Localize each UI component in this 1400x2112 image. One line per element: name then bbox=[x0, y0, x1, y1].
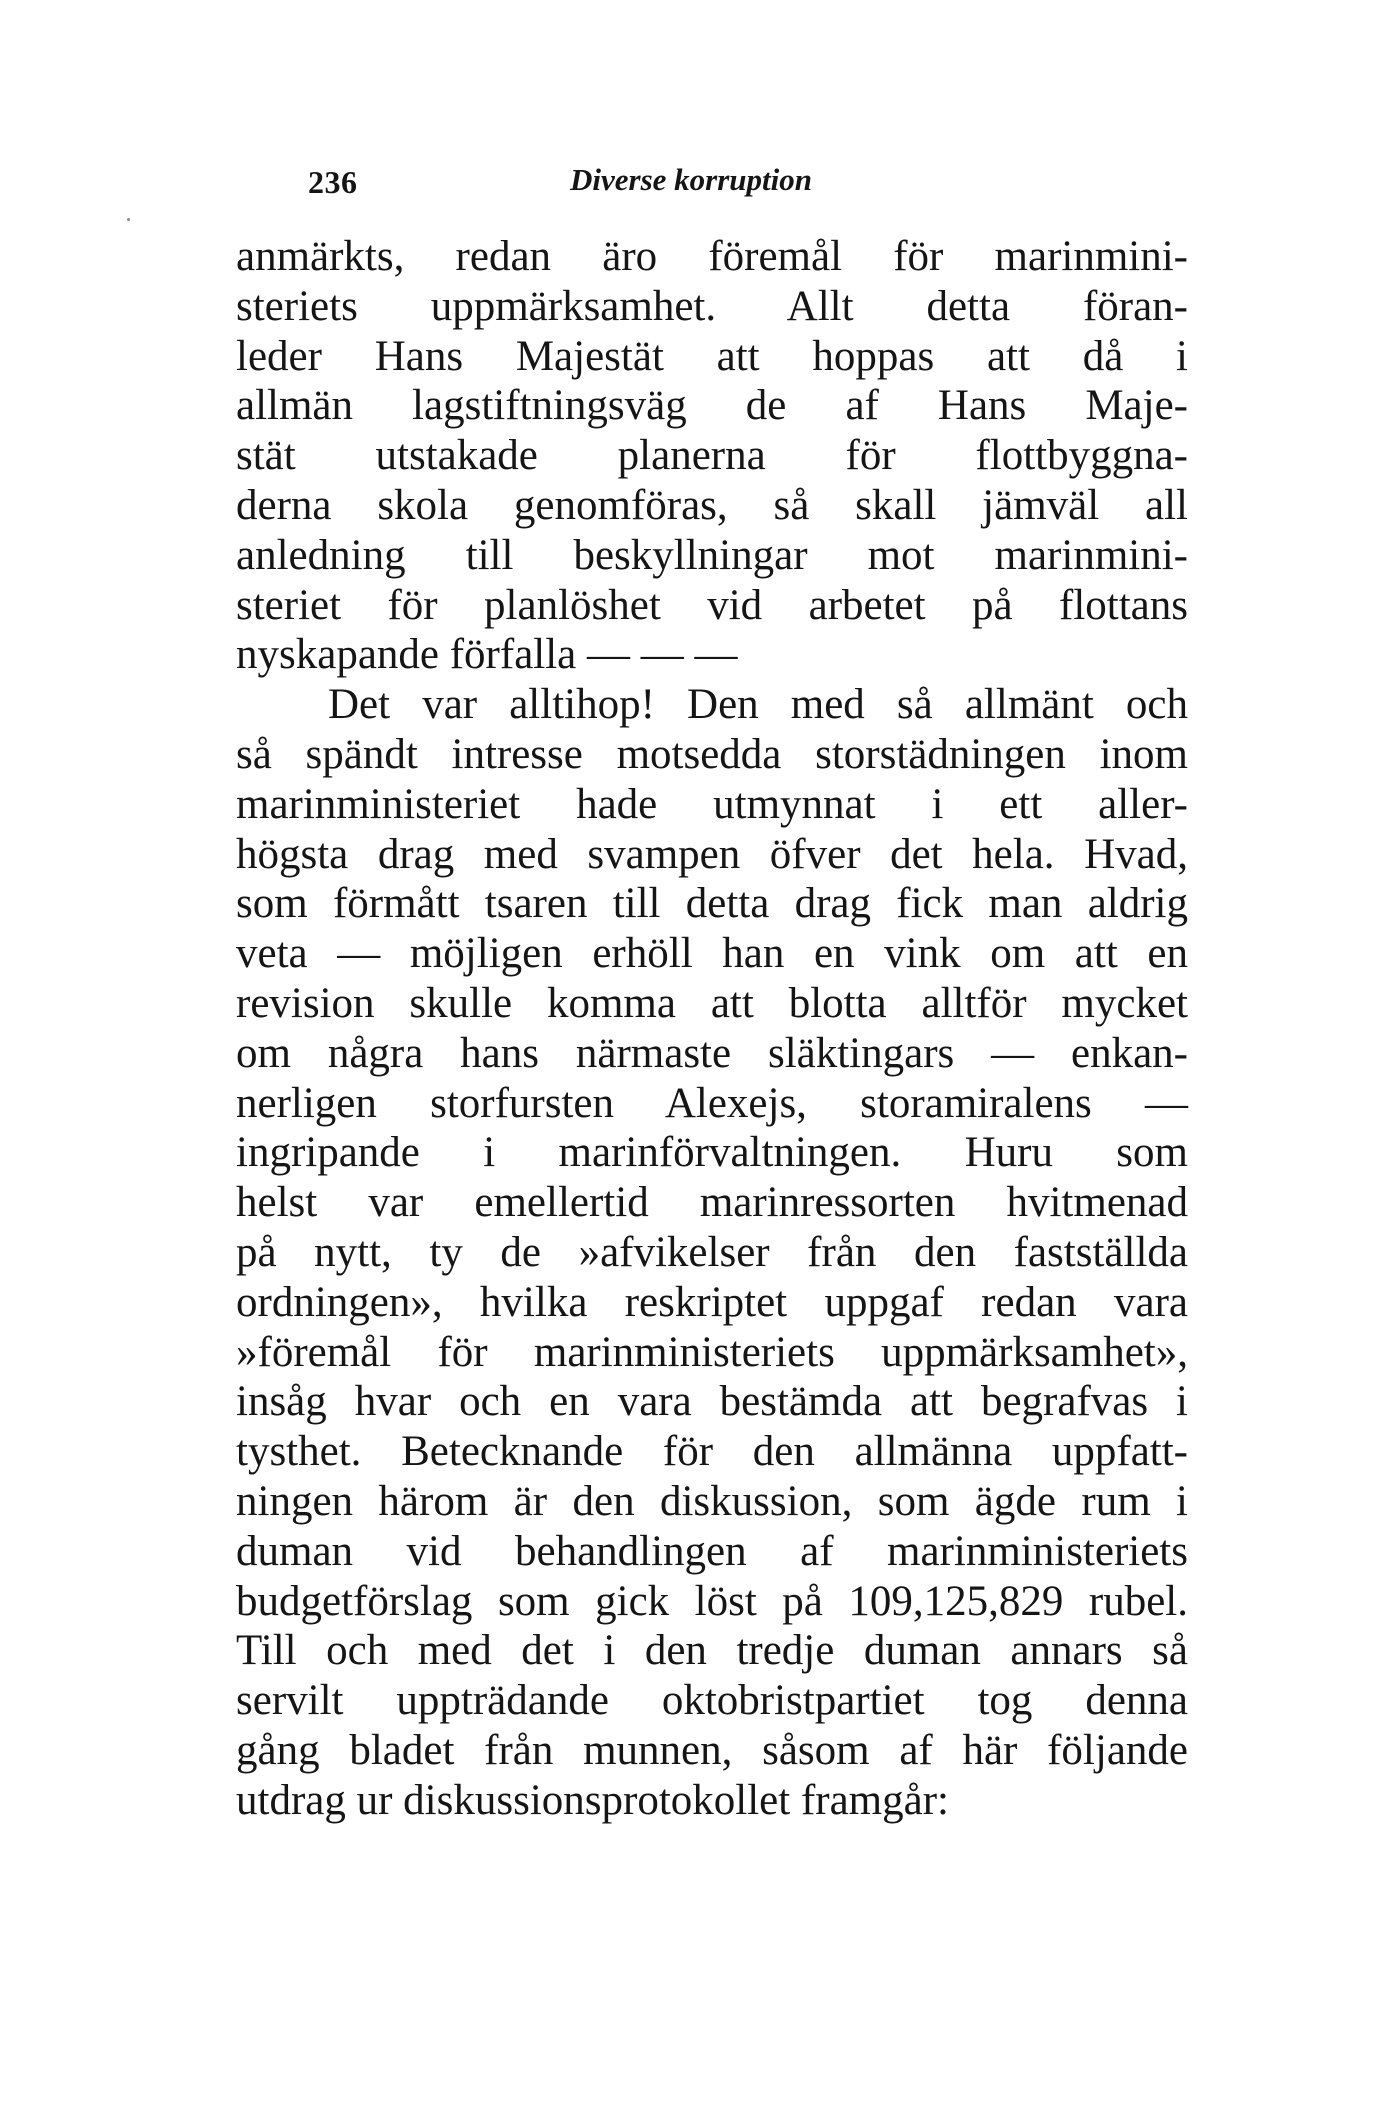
text-line: duman vid behandlingen af marinministeriets bbox=[236, 1527, 1188, 1575]
text-line: steriet för planlöshet vid arbetet på flottans bbox=[236, 581, 1188, 629]
text-line: Till och med det i den tredje duman annars så bbox=[236, 1627, 1188, 1675]
text-line: insåg hvar och en vara bestämda att begrafvas i bbox=[236, 1378, 1188, 1426]
text-line: gång bladet från munnen, såsom af här följande bbox=[236, 1726, 1188, 1774]
text-line: på nytt, ty de »afvikelser från den fastställda bbox=[236, 1228, 1188, 1276]
text-line: som förmått tsaren till detta drag fick man aldrig bbox=[236, 880, 1188, 928]
running-header-title: Diverse korruption bbox=[570, 162, 812, 197]
text-line: ingripande i marinförvaltningen. Huru som bbox=[236, 1129, 1188, 1177]
paragraph-end-line: utdrag ur diskussionsprotokollet framgår: bbox=[236, 1776, 949, 1824]
text-line: »föremål för marinministeriets uppmärksamhet», bbox=[236, 1328, 1188, 1376]
text-line: derna skola genomföras, så skall jämväl all bbox=[236, 481, 1188, 529]
page-number: 236 bbox=[308, 164, 358, 200]
text-line: om några hans närmaste släktingars — enkan- bbox=[236, 1029, 1188, 1077]
text-line: budgetförslag som gick löst på 109,125,829 rubel. bbox=[236, 1577, 1188, 1625]
paragraph-start-line: Det var alltihop! Den med så allmänt och bbox=[328, 681, 1188, 729]
text-line: nerligen storfursten Alexejs, storamiralens — bbox=[236, 1079, 1188, 1127]
text-line: allmän lagstiftningsväg de af Hans Maje- bbox=[236, 382, 1188, 430]
text-line: tysthet. Betecknande för den allmänna uppfatt- bbox=[236, 1428, 1188, 1476]
paragraph-end-line: nyskapande förfalla — — — bbox=[236, 631, 738, 679]
text-line: leder Hans Majestät att hoppas att då i bbox=[236, 332, 1188, 380]
text-line: revision skulle komma att blotta alltför mycket bbox=[236, 979, 1188, 1027]
text-line: ningen härom är den diskussion, som ägde rum i bbox=[236, 1477, 1188, 1525]
page-speck bbox=[127, 218, 130, 221]
text-line: ordningen», hvilka reskriptet uppgaf redan vara bbox=[236, 1278, 1188, 1326]
text-line: så spändt intresse motsedda storstädningen inom bbox=[236, 730, 1188, 778]
text-line: veta — möjligen erhöll han en vink om att en bbox=[236, 930, 1188, 978]
body-text bbox=[236, 232, 1188, 1826]
text-line: steriets uppmärksamhet. Allt detta föran- bbox=[236, 282, 1188, 330]
text-line: servilt uppträdande oktobristpartiet tog denna bbox=[236, 1677, 1188, 1725]
text-line: marinministeriet hade utmynnat i ett aller- bbox=[236, 780, 1188, 828]
text-line: stät utstakade planerna för flottbyggna- bbox=[236, 432, 1188, 480]
text-line: anledning till beskyllningar mot marinmini- bbox=[236, 531, 1188, 579]
text-line: helst var emellertid marinressorten hvitmenad bbox=[236, 1179, 1188, 1227]
text-line: högsta drag med svampen öfver det hela. Hvad, bbox=[236, 830, 1188, 878]
text-line: anmärkts, redan äro föremål för marinmini- bbox=[236, 233, 1188, 280]
